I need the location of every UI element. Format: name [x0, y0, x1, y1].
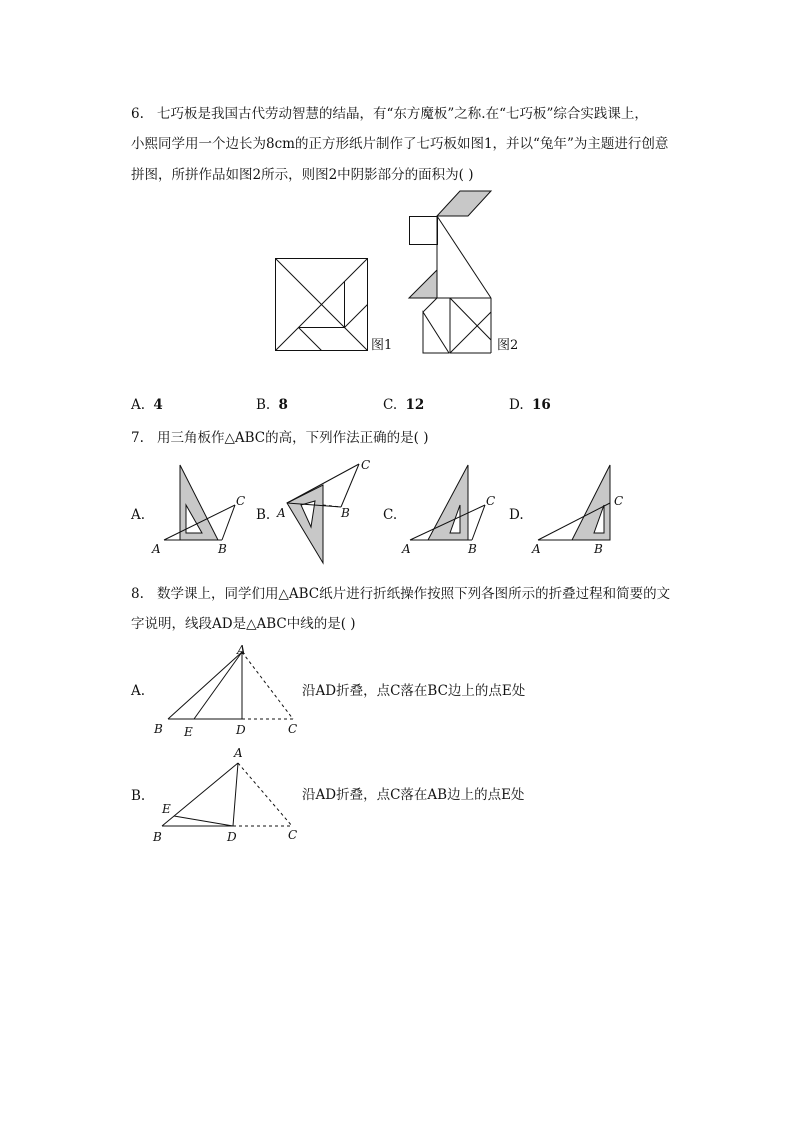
q6-text-line3: 拼图，所拼作品如图2所示，则图2中阴影部分的面积为( ) [131, 167, 474, 183]
q8-a-label-b: B [154, 722, 163, 736]
q6-option-a[interactable] [131, 397, 163, 413]
q8-option-b-caption: 沿AD折叠，点C落在AB边上的点E处 [302, 787, 525, 803]
q8-b-label-e: E [162, 802, 171, 816]
q7-a-label-c: C [236, 494, 246, 508]
q8-figure-a [150, 642, 310, 740]
q8-a-label-d: D [236, 723, 246, 737]
q7-text-line1: 用三角板作△ABC的高，下列作法正确的是( ) [157, 430, 429, 446]
q6-option-c-value: 12 [405, 397, 425, 413]
q6-option-a-value: 4 [153, 397, 163, 413]
q8-text-line1: 数学课上，同学们用△ABC纸片进行折纸操作按照下列各图所示的折叠过程和简要的文 [157, 586, 671, 602]
q7-option-c-letter[interactable]: C. [383, 507, 398, 523]
q8-option-b-letter[interactable]: B. [131, 788, 146, 804]
q6-figure1-label: 图1 [371, 338, 393, 353]
q7-option-b-letter[interactable]: B. [256, 507, 271, 523]
q6-option-b-letter: B. [256, 397, 271, 413]
q6-text-line1: 七巧板是我国古代劳动智慧的结晶，有“东方魔板”之称.在“七巧板”综合实践课上， [157, 106, 648, 122]
q6-option-d[interactable] [509, 397, 551, 413]
q7-d-label-a: A [532, 542, 541, 556]
q6-figure2-label: 图2 [497, 338, 519, 353]
q8-a-label-c: C [288, 722, 298, 736]
q8-b-label-c: C [288, 828, 298, 842]
q7-figure-d [530, 465, 635, 560]
q7-d-label-b: B [594, 542, 603, 556]
q8-b-label-d: D [227, 830, 237, 844]
q6-option-b-value: 8 [278, 397, 288, 413]
q8-a-label-a: A [237, 643, 246, 657]
q6-option-c-letter: C. [383, 397, 398, 413]
q7-d-label-c: C [614, 494, 624, 508]
q7-figure-b [275, 455, 380, 565]
q8-option-a-caption: 沿AD折叠，点C落在BC边上的点E处 [302, 683, 526, 699]
q8-a-label-e: E [184, 725, 193, 739]
q7-c-label-b: B [468, 542, 477, 556]
q8-b-label-b: B [153, 830, 162, 844]
q6-text-line2: 小熙同学用一个边长为8cm的正方形纸片制作了七巧板如图1，并以“兔年”为主题进行创意 [131, 136, 669, 152]
q6-option-a-letter: A. [131, 397, 146, 413]
q7-number: 7. [131, 430, 144, 446]
q7-c-label-c: C [486, 494, 496, 508]
q8-number: 8. [131, 586, 144, 602]
q6-option-c[interactable] [383, 397, 424, 413]
q7-a-label-b: B [218, 542, 227, 556]
q6-option-d-value: 16 [531, 397, 551, 413]
q6-figure2-rabbit [405, 190, 505, 360]
q7-b-label-a: A [277, 506, 286, 520]
q8-figure-b [150, 745, 310, 845]
q7-figure-c [400, 465, 505, 560]
q7-c-label-a: A [402, 542, 411, 556]
q8-b-label-a: A [234, 746, 243, 760]
q6-number: 6. [131, 106, 144, 122]
q6-option-b[interactable] [256, 397, 288, 413]
q8-text-line2: 字说明，线段AD是△ABC中线的是( ) [131, 616, 356, 632]
q7-option-d-letter[interactable]: D. [509, 507, 524, 523]
q8-option-a-letter[interactable]: A. [131, 683, 146, 699]
q7-figure-a [150, 465, 260, 560]
q7-a-label-a: A [152, 542, 161, 556]
q7-b-label-c: C [361, 458, 371, 472]
q7-b-label-b: B [341, 506, 350, 520]
q6-option-d-letter: D. [509, 397, 524, 413]
q7-option-a-letter[interactable]: A. [131, 507, 146, 523]
